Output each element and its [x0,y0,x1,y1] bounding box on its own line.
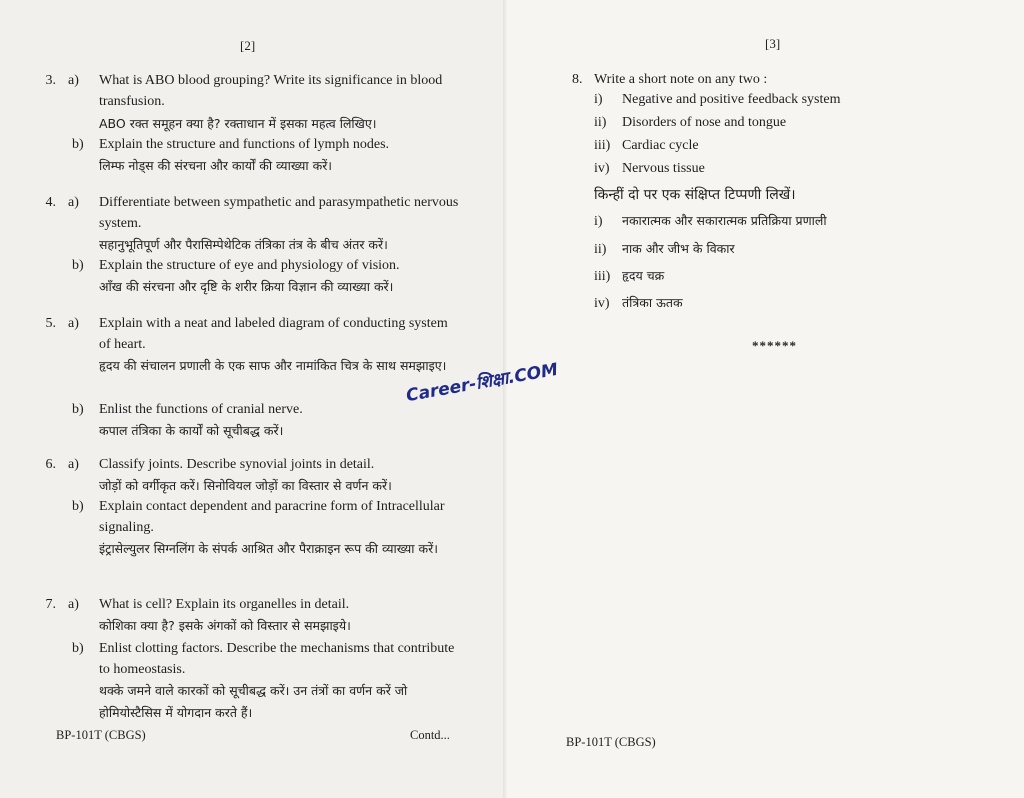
item-label: iii) [594,138,611,153]
item-label: iv) [594,161,610,176]
question-6b-hindi [99,538,459,560]
item-label: ii) [594,115,607,130]
question-3b-hindi [99,155,332,177]
page-number-right: [3] [765,36,781,51]
question-7a-hindi [99,615,351,637]
item-text: Disorders of nose and tongue [622,115,787,130]
question-text-en: Explain contact dependent and paracrine form of Intracellular signaling. [99,499,445,535]
item-text: Negative and positive feedback system [622,92,841,107]
question-text-en: Explain with a neat and labeled diagram of conducting system of heart. [99,316,448,352]
question-text-hi: आँख की संरचना और दृष्टि के शरीर क्रिया विज्ञान की व्याख्या करें। [99,279,394,294]
question-text-hi: सहानुभूतिपूर्ण और पैरासिम्पेथेटिक तंत्रिका तंत्र के बीच अंतर करें। [99,237,388,252]
item-text: Cardiac cycle [622,138,699,153]
short-note-item-hi [594,294,683,312]
item-label: ii) [594,242,607,257]
footer-code-left: BP-101T (CBGS) [56,728,146,742]
item-label: i) [594,214,603,229]
question-text-hi: हृदय की संचालन प्रणाली के एक साफ और नामांकित चित्र के साथ समझाइए। [99,358,447,373]
question-text-hi: थक्के जमने वाले कारकों को सूचीबद्ध करें। उन तंत्रों का वर्णन करें जो होमियोस्टैसिस में योगदान करते हैं। [99,683,408,720]
item-text: नकारात्मक और सकारात्मक प्रतिक्रिया प्रणाली [622,213,827,228]
question-text-hi: कोशिका क्या है? इसके अंगकों को विस्तार से समझाइये। [99,618,351,633]
short-note-item-en [594,138,699,154]
question-8-number: 8. [572,72,583,87]
item-label: iii) [594,269,611,284]
question-7b-hindi [99,680,459,724]
question-number: 3. [45,73,56,88]
question-4b-hindi [99,276,393,298]
part-label: b) [72,499,84,514]
question-text-hi: लिम्फ नोड्स की संरचना और कार्यों की व्याख्या करें। [99,158,333,173]
short-note-item-en [594,92,840,108]
item-label: i) [594,92,603,107]
part-label: b) [72,641,84,656]
question-text-en: Explain the structure and functions of lymph nodes. [99,137,390,152]
short-note-item-hi [594,267,664,285]
short-note-item-hi [594,212,827,230]
question-8-text-en: Write a short note on any two : [594,72,768,87]
question-4a-hindi [99,234,388,256]
question-text-hi: इंट्रासेल्युलर सिग्नलिंग के संपर्क आश्रित और पैराक्राइन रूप की व्याख्या करें। [99,541,438,556]
item-text: हृदय चक्र [622,268,665,283]
part-label: a) [68,316,79,331]
question-8-text-hi: किन्हीं दो पर एक संक्षिप्त टिप्पणी लिखें। [594,187,796,203]
item-label: iv) [594,296,610,311]
question-5b-hindi [99,420,283,442]
question-5a-hindi [99,355,459,377]
part-label: a) [68,195,79,210]
question-text-en: Enlist the functions of cranial nerve. [99,402,303,417]
part-label: b) [72,258,84,273]
footer-code-right: BP-101T (CBGS) [566,735,656,749]
watermark-stamp: Career-शिक्षा.COM [404,359,560,407]
page-number-left: [2] [240,38,256,53]
part-label: b) [72,402,84,417]
part-label: a) [68,457,79,472]
question-text-en: Differentiate between sympathetic and parasympathetic nervous system. [99,195,459,231]
short-note-item-en [594,161,705,177]
question-text-hi: ABO रक्त समूहन क्या है? रक्ताधान में इसका महत्व लिखिए। [99,116,377,131]
question-text-en: Classify joints. Describe synovial joints in detail. [99,457,375,472]
short-note-item-hi [594,240,735,258]
item-text: Nervous tissue [622,161,705,176]
question-text-en: Enlist clotting factors. Describe the mechanisms that contribute to homeostasis. [99,641,455,677]
item-text: तंत्रिका ऊतक [622,295,683,310]
end-marker: ****** [752,338,797,353]
question-text-en: Explain the structure of eye and physiology of vision. [99,258,400,273]
part-label: b) [72,137,84,152]
question-6a-hindi [99,475,392,497]
part-label: a) [68,597,79,612]
part-label: a) [68,73,79,88]
item-text: नाक और जीभ के विकार [622,241,735,256]
question-text-en: What is cell? Explain its organelles in detail. [99,597,350,612]
question-number: 7. [45,597,56,612]
question-3a-hindi [99,113,377,135]
question-text-hi: कपाल तंत्रिका के कार्यों को सूचीबद्ध करें। [99,423,284,438]
question-text-en: What is ABO blood grouping? Write its significance in blood transfusion. [99,73,443,109]
short-note-item-en [594,115,786,131]
question-number: 6. [45,457,56,472]
question-text-hi: जोड़ों को वर्गीकृत करें। सिनोवियल जोड़ों का विस्तार से वर्णन करें। [99,478,392,493]
footer-contd: Contd... [410,728,450,742]
question-number: 4. [45,195,56,210]
question-number: 5. [45,316,56,331]
